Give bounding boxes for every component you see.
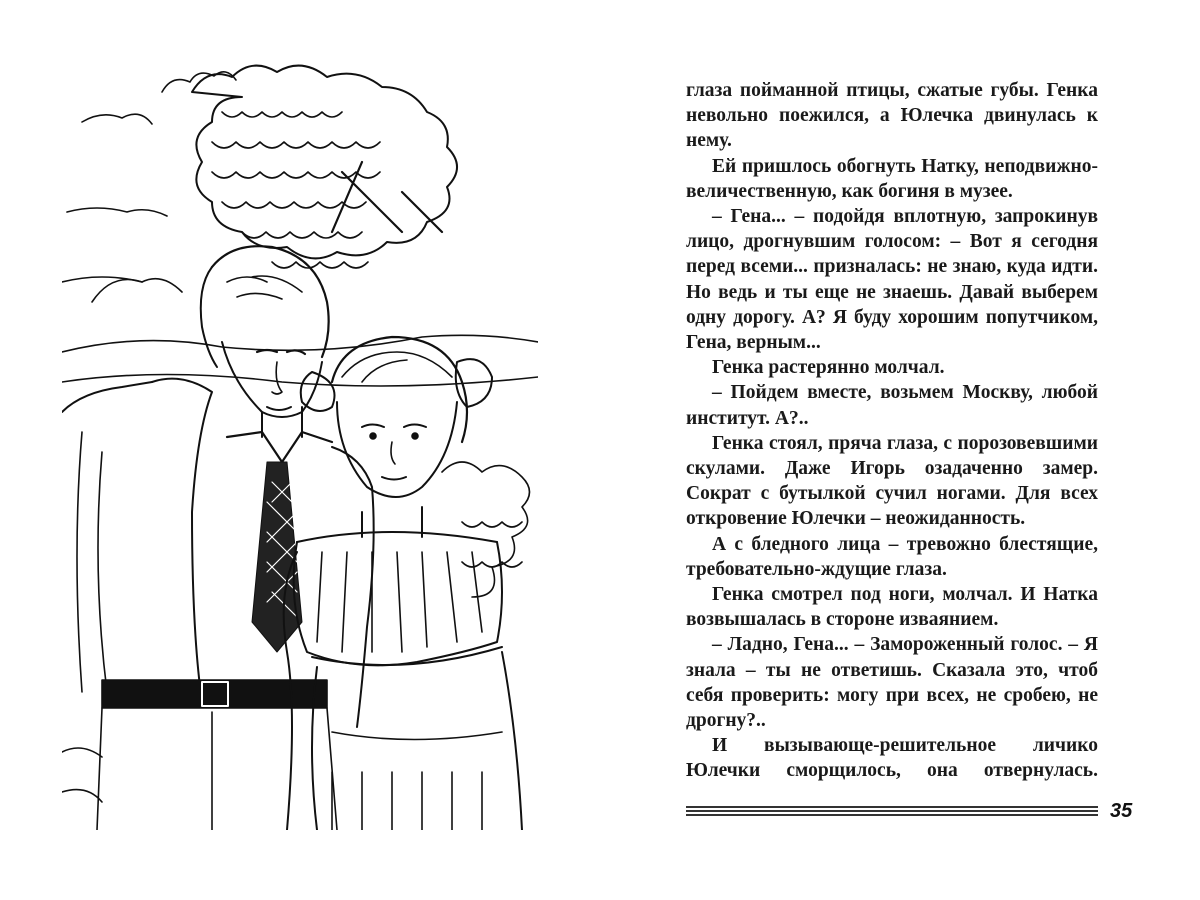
paragraph: глаза пойманной птицы, сжатые губы. Генка невольно поежился, а Юлечка двинулась к нему.	[686, 80, 1098, 152]
paragraph: Генка смотрел под ноги, молчал. И Натка возвышалась в стороне изваянием.	[686, 584, 1098, 631]
paragraph: А с бледного лица – тревожно блестящие, требовательно-ждущие глаза.	[686, 533, 1098, 580]
paragraph: Генка стоял, пряча глаза, с порозовевшими скулами. Даже Игорь озадаченно замер. Сократ с бутылкой сучил ногами. Для всех откровение Юлечки – неожиданность.	[686, 432, 1098, 530]
text-column	[686, 78, 1098, 784]
paragraph: Ей пришлось обогнуть Натку, неподвижно-величественную, как богиня в музее.	[686, 155, 1098, 202]
paragraph: И вызывающе-решительное личико Юлечки сморщилось, она отвернулась.	[686, 735, 1098, 782]
paragraph: Генка растерянно молчал.	[712, 357, 945, 379]
paragraph: – Пойдем вместе, возьмем Москву, любой институт. А?..	[686, 382, 1098, 429]
illustration	[62, 52, 538, 830]
paragraph: – Ладно, Гена... – Замороженный голос. – Я знала – ты не ответишь. Сказала это, чтоб себя проверить: могу при всех, не сробею, не дрогну?..	[686, 634, 1098, 732]
page-number: 35	[1110, 800, 1133, 822]
footer-rule	[686, 806, 1098, 818]
pen-drawing-icon	[62, 52, 538, 830]
paragraph: – Гена... – подойдя вплотную, запрокинув лицо, дрогнувшим голосом: – Вот я сегодня перед всеми... призналась: не знаю, куда идти. Но ведь и ты еще не знаешь. Давай выберем одну дорогу. А? Я буду хорошим попутчиком, Гена, верным...	[686, 206, 1098, 354]
